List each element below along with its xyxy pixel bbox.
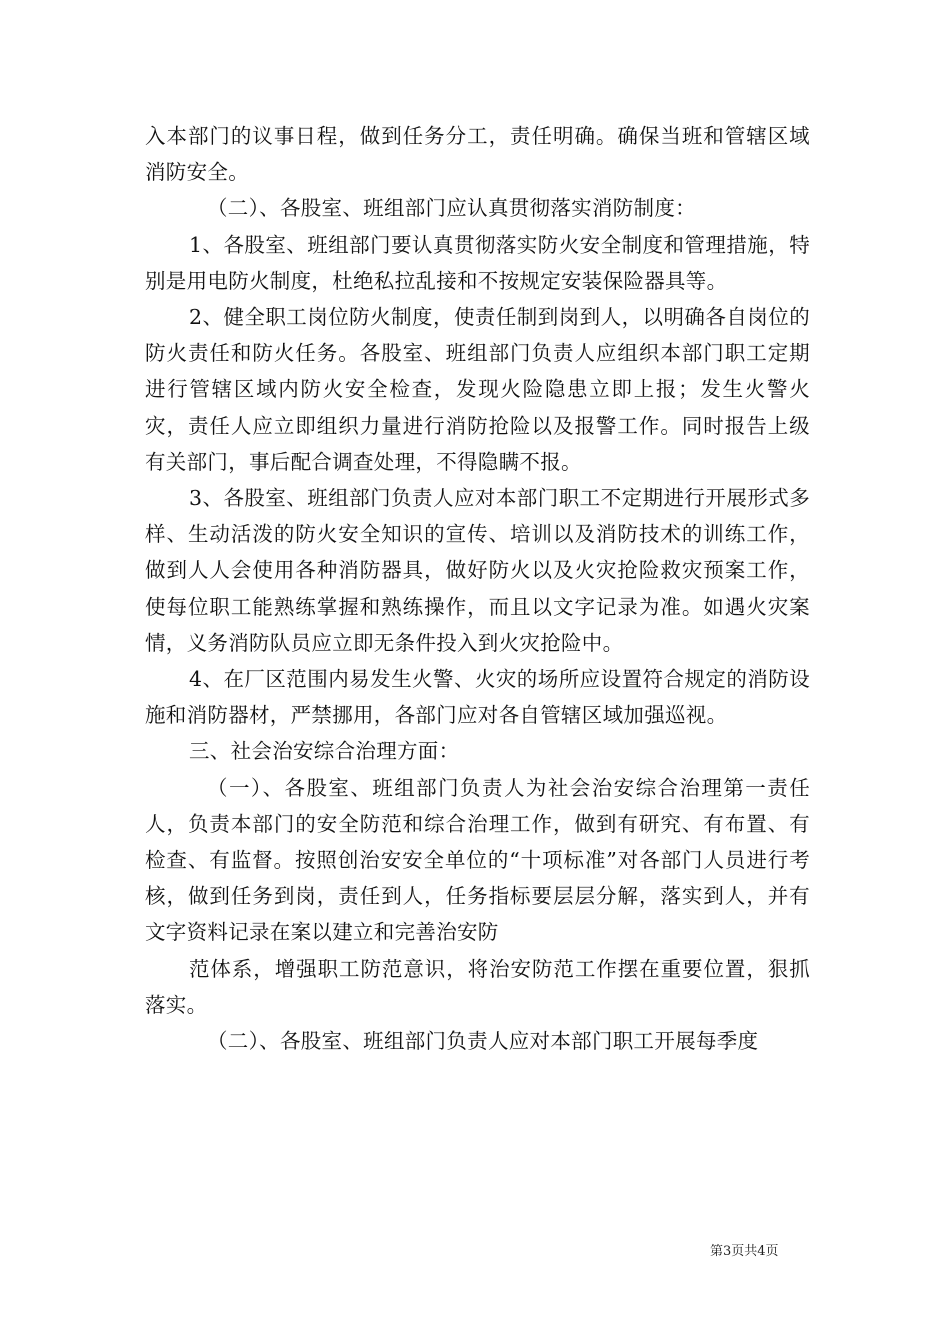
paragraph-security-2: （二）、各股室、班组部门负责人应对本部门职工开展每季度 [207,1029,759,1054]
document-body [145,118,810,1059]
page-number-footer: 第3页共4页 [710,1244,779,1259]
paragraph-item-1: 1、各股室、班组部门要认真贯彻落实防火安全制度和管理措施，特别是用电防火制度，杜绝私拉乱接和不按规定安装保险器具等。 [145,232,810,293]
paragraph-item-3: 3、各股室、班组部门负责人应对本部门职工不定期进行开展形式多样、生动活泼的防火安全知识的宣传、培训以及消防技术的训练工作，做到人人会使用各种消防器具，做好防火以及火灾抢险救灾预案工作，使每位职工能熟练掌握和熟练操作，而且以文字记录为准。如遇火灾案情，义务消防队员应立即无条件投入到火灾抢险中。 [145,486,810,655]
paragraph-security-1-continued: 范体系，增强职工防范意识，将治安防范工作摆在重要位置，狠抓落实。 [145,956,810,1017]
paragraph-fire-system-heading: （二）、各股室、班组部门应认真贯彻落实消防制度： [207,196,696,221]
paragraph-continuation: 入本部门的议事日程，做到任务分工，责任明确。确保当班和管辖区域消防安全。 [145,124,810,185]
paragraph-item-4: 4、在厂区范围内易发生火警、火灾的场所应设置符合规定的消防设施和消防器材，严禁挪用，各部门应对各自管辖区域加强巡视。 [145,667,810,728]
paragraph-item-2: 2、健全职工岗位防火制度，使责任制到岗到人，以明确各自岗位的防火责任和防火任务。各股室、班组部门负责人应组织本部门职工定期进行管辖区域内防火安全检查，发现火险隐患立即上报；发生火警火灾，责任人应立即组织力量进行消防抢险以及报警工作。同时报告上级有关部门，事后配合调查处理，不得隐瞒不报。 [145,305,810,474]
paragraph-security-1: （一）、各股室、班组部门负责人为社会治安综合治理第一责任人，负责本部门的安全防范和综合治理工作，做到有研究、有布置、有检查、有监督。按照创治安安全单位的“十项标准”对各部门人员进行考核，做到任务到岗，责任到人，任务指标要层层分解，落实到人，并有文字资料记录在案以建立和完善治安防 [145,775,810,945]
section-heading-public-security: 三、社会治安综合治理方面： [189,739,460,764]
